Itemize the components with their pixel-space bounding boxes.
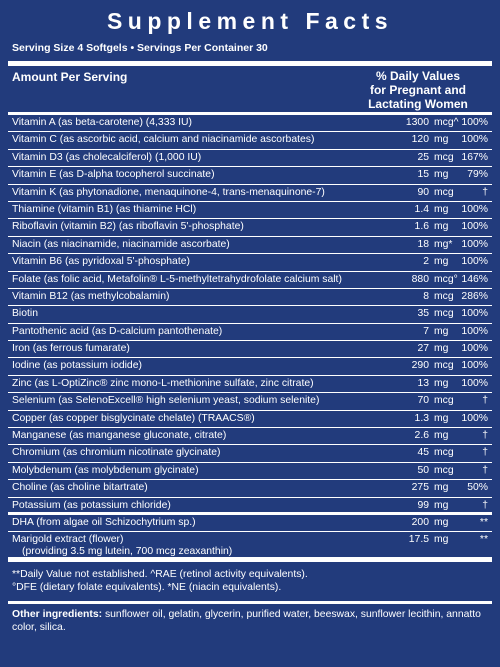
nutrient-daily-value: † bbox=[482, 464, 488, 476]
table-row bbox=[8, 289, 492, 306]
nutrient-name: Selenium (as SelenoExcell® high selenium yeast, sodium selenite) bbox=[12, 395, 320, 407]
nutrient-name: Thiamine (vitamin B1) (as thiamine HCl) bbox=[12, 203, 197, 215]
nutrient-amount: 90 bbox=[417, 186, 429, 198]
table-row bbox=[8, 498, 492, 515]
nutrient-table bbox=[8, 115, 492, 532]
nutrient-unit: mg* bbox=[434, 238, 453, 250]
table-row bbox=[8, 254, 492, 271]
nutrient-unit: mg bbox=[434, 516, 449, 528]
nutrient-unit: mcg^ bbox=[434, 117, 459, 128]
table-header bbox=[0, 66, 500, 112]
nutrient-daily-value: 146% bbox=[461, 273, 488, 285]
table-row bbox=[8, 237, 492, 254]
table-row bbox=[8, 167, 492, 184]
nutrient-daily-value: 100% bbox=[461, 325, 488, 337]
nutrient-name: Manganese (as manganese gluconate, citrate) bbox=[12, 430, 227, 442]
nutrient-name: Riboflavin (vitamin B2) (as riboflavin 5'-phosphate) bbox=[12, 221, 244, 233]
nutrient-daily-value: 100% bbox=[461, 134, 488, 146]
nutrient-amount: 35 bbox=[417, 308, 429, 320]
nutrient-unit: mg bbox=[434, 256, 449, 268]
nutrient-amount: 1.4 bbox=[414, 203, 429, 215]
nutrient-amount: 99 bbox=[417, 499, 429, 511]
footnote-line: °DFE (dietary folate equivalents). *NE (niacin equivalents). bbox=[12, 582, 282, 594]
table-row bbox=[8, 532, 492, 562]
nutrient-daily-value: † bbox=[482, 499, 488, 511]
nutrient-name: Chromium (as chromium nicotinate glycinate) bbox=[12, 447, 221, 459]
nutrient-name: Iodine (as potassium iodide) bbox=[12, 360, 142, 372]
table-row bbox=[8, 272, 492, 289]
table-row bbox=[8, 358, 492, 375]
nutrient-unit: mcg bbox=[434, 186, 454, 198]
nutrient-name: Vitamin E (as D-alpha tocopherol succinate) bbox=[12, 169, 215, 181]
other-ingredients bbox=[0, 604, 500, 634]
marigold-section bbox=[8, 532, 492, 562]
nutrient-name: Vitamin B12 (as methylcobalamin) bbox=[12, 290, 170, 302]
nutrient-amount: 50 bbox=[417, 464, 429, 476]
table-row bbox=[8, 115, 492, 132]
nutrient-amount: 8 bbox=[423, 290, 429, 302]
nutrient-amount: 1.3 bbox=[414, 412, 429, 424]
table-row bbox=[8, 515, 492, 532]
nutrient-name: Niacin (as niacinamide, niacinamide ascorbate) bbox=[12, 238, 230, 250]
nutrient-name: Folate (as folic acid, Metafolin® L-5-methyltetrahydrofolate calcium salt) bbox=[12, 273, 342, 285]
nutrient-amount: 290 bbox=[411, 360, 429, 372]
nutrient-name: Choline (as choline bitartrate) bbox=[12, 482, 148, 494]
footnote-line: **Daily Value not established. ^RAE (retinol activity equivalents). bbox=[12, 569, 308, 581]
nutrient-amount: 120 bbox=[411, 134, 429, 146]
nutrient-daily-value: 100% bbox=[461, 203, 488, 215]
nutrient-unit: mg bbox=[434, 203, 449, 215]
nutrient-amount: 1.6 bbox=[414, 221, 429, 233]
nutrient-name: Vitamin A (as beta-carotene) (4,333 IU) bbox=[12, 117, 193, 128]
nutrient-name: Vitamin K (as phytonadione, menaquinone-4, trans-menaquinone-7) bbox=[12, 186, 325, 198]
nutrient-amount: 1300 bbox=[405, 117, 429, 128]
nutrient-amount: 2 bbox=[423, 256, 429, 268]
nutrient-unit: mcg bbox=[434, 360, 454, 372]
nutrient-name: Vitamin B6 (as pyridoxal 5'-phosphate) bbox=[12, 256, 190, 268]
nutrient-unit: mcg bbox=[434, 290, 454, 302]
nutrient-daily-value: 100% bbox=[461, 377, 488, 389]
table-row bbox=[8, 306, 492, 323]
nutrient-unit: mg bbox=[434, 134, 449, 146]
nutrient-daily-value: ** bbox=[479, 516, 488, 528]
nutrient-daily-value: 79% bbox=[467, 169, 488, 181]
nutrient-unit: mg bbox=[434, 534, 449, 546]
other-ingredients-label: Other ingredients: bbox=[12, 609, 103, 621]
nutrient-name: Molybdenum (as molybdenum glycinate) bbox=[12, 464, 199, 476]
nutrient-unit: mg bbox=[434, 430, 449, 442]
serving-info: Serving Size 4 Softgels • Servings Per Container 30 bbox=[12, 42, 268, 54]
nutrient-amount: 27 bbox=[417, 343, 429, 355]
nutrient-unit: mcg bbox=[434, 447, 454, 459]
table-row bbox=[8, 185, 492, 202]
dv-header-line-2: for Pregnant and bbox=[369, 83, 466, 97]
nutrient-unit: mg bbox=[434, 482, 449, 494]
nutrient-daily-value: † bbox=[482, 430, 488, 442]
nutrient-unit: mg bbox=[434, 412, 449, 424]
nutrient-name: Marigold extract (flower) bbox=[12, 534, 124, 546]
dv-header-line-1: % Daily Values bbox=[375, 69, 461, 83]
nutrient-amount: 18 bbox=[417, 238, 429, 250]
table-row bbox=[8, 445, 492, 462]
nutrient-daily-value: 100% bbox=[461, 360, 488, 372]
table-row bbox=[8, 428, 492, 445]
panel-title: Supplement Facts bbox=[106, 8, 394, 34]
amount-per-serving-label: Amount Per Serving bbox=[12, 70, 128, 84]
nutrient-daily-value: 167% bbox=[461, 151, 488, 163]
table-row bbox=[8, 376, 492, 393]
nutrient-name: Potassium (as potassium chloride) bbox=[12, 499, 171, 511]
table-row bbox=[8, 480, 492, 497]
nutrient-name: Pantothenic acid (as D-calcium pantothenate) bbox=[12, 325, 223, 337]
nutrient-amount: 2.6 bbox=[414, 430, 429, 442]
table-row bbox=[8, 341, 492, 358]
nutrient-daily-value: 100% bbox=[461, 343, 488, 355]
table-row bbox=[8, 393, 492, 410]
nutrient-unit: mg bbox=[434, 221, 449, 233]
nutrient-unit: mcg bbox=[434, 151, 454, 163]
nutrient-amount: 13 bbox=[417, 377, 429, 389]
nutrient-name: Zinc (as L-OptiZinc® zinc mono-L-methionine sulfate, zinc citrate) bbox=[12, 377, 314, 389]
nutrient-name: Biotin bbox=[12, 308, 38, 320]
nutrient-amount: 25 bbox=[417, 151, 429, 163]
nutrient-daily-value: † bbox=[482, 186, 488, 198]
nutrient-daily-value: 100% bbox=[461, 412, 488, 424]
nutrient-daily-value: 50% bbox=[467, 482, 488, 494]
nutrient-unit: mg bbox=[434, 169, 449, 181]
nutrient-unit: mg bbox=[434, 343, 449, 355]
footnotes bbox=[0, 568, 500, 594]
nutrient-unit: mg bbox=[434, 499, 449, 511]
nutrient-name: Iron (as ferrous fumarate) bbox=[12, 343, 130, 355]
nutrient-daily-value: 100% bbox=[461, 238, 488, 250]
nutrient-name: DHA (from algae oil Schizochytrium sp.) bbox=[12, 516, 196, 528]
nutrient-unit: mcg bbox=[434, 308, 454, 320]
table-row bbox=[8, 219, 492, 236]
nutrient-amount: 200 bbox=[411, 516, 429, 528]
daily-value-header bbox=[348, 69, 488, 111]
nutrient-name: Vitamin D3 (as cholecalciferol) (1,000 IU) bbox=[12, 151, 202, 163]
nutrient-amount: 70 bbox=[417, 395, 429, 407]
table-row bbox=[8, 324, 492, 341]
table-row bbox=[8, 202, 492, 219]
nutrient-daily-value: 100% bbox=[461, 117, 488, 128]
table-row bbox=[8, 463, 492, 480]
nutrient-subtext: (providing 3.5 mg lutein, 700 mcg zeaxanthin) bbox=[22, 546, 233, 558]
nutrient-amount: 17.5 bbox=[408, 534, 429, 546]
nutrient-amount: 15 bbox=[417, 169, 429, 181]
table-row bbox=[8, 132, 492, 149]
table-row bbox=[8, 411, 492, 428]
nutrient-amount: 7 bbox=[423, 325, 429, 337]
nutrient-daily-value: ** bbox=[479, 534, 488, 546]
nutrient-daily-value: 100% bbox=[461, 308, 488, 320]
nutrient-daily-value: 100% bbox=[461, 256, 488, 268]
nutrient-unit: mcg bbox=[434, 464, 454, 476]
nutrient-name: Copper (as copper bisglycinate chelate) (TRAACS®) bbox=[12, 412, 255, 424]
nutrient-unit: mg bbox=[434, 377, 449, 389]
nutrient-amount: 45 bbox=[417, 447, 429, 459]
nutrient-unit: mcg bbox=[434, 395, 454, 407]
table-row bbox=[8, 150, 492, 167]
nutrient-unit: mcg° bbox=[434, 273, 458, 285]
nutrient-daily-value: † bbox=[482, 447, 488, 459]
nutrient-daily-value: 100% bbox=[461, 221, 488, 233]
nutrient-amount: 880 bbox=[411, 273, 429, 285]
nutrient-daily-value: † bbox=[482, 395, 488, 407]
dv-header-line-3: Lactating Women bbox=[368, 97, 468, 111]
nutrient-unit: mg bbox=[434, 325, 449, 337]
nutrient-daily-value: 286% bbox=[461, 290, 488, 302]
other-ingredients-text: sunflower oil, gelatin, glycerin, purified water, beeswax, sunflower lecithin, annatto color, silica. bbox=[12, 609, 481, 634]
nutrient-name: Vitamin C (as ascorbic acid, calcium and niacinamide ascorbates) bbox=[12, 134, 315, 146]
nutrient-amount: 275 bbox=[411, 482, 429, 494]
